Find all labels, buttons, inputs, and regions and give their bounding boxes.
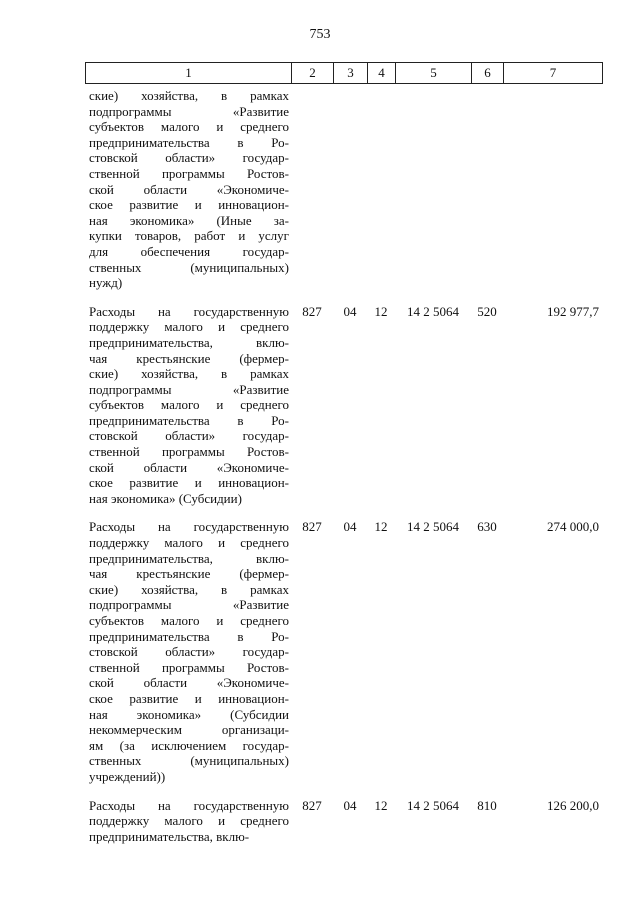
section-code — [333, 88, 367, 291]
header-col-5: 5 — [396, 63, 472, 83]
header-col-6: 6 — [472, 63, 504, 83]
description-line: ям (за исключением государ- — [89, 737, 289, 753]
description-line: предпринимательства в Ро- — [89, 628, 289, 644]
description-line: ственной программы Ростов- — [89, 659, 289, 675]
expense-type-code: 520 — [477, 303, 497, 319]
target-article-code: 14 2 5064 — [407, 303, 459, 319]
header-col-2: 2 — [292, 63, 334, 83]
expense-type-code: 810 — [477, 797, 497, 813]
description-line: предпринимательства, вклю- — [89, 828, 250, 844]
row-description — [89, 304, 289, 507]
description-line: нужд) — [89, 275, 123, 291]
table-row — [85, 88, 601, 291]
description-line: для обеспечения государ- — [89, 243, 289, 259]
expense-type-code: 630 — [477, 519, 497, 535]
description-line: ственной программы Ростов- — [89, 165, 289, 181]
subsection-code: 12 — [374, 519, 388, 535]
description-line: субъектов малого и среднего — [89, 119, 289, 135]
target-article-code: 14 2 5064 — [407, 797, 459, 813]
description-line: ское развитие и инновацион- — [89, 475, 289, 491]
row-description — [89, 88, 289, 291]
description-line: ная экономика» (Иные за- — [89, 212, 289, 228]
description-line: ской области «Экономиче- — [89, 181, 289, 197]
description-line: чая крестьянские (фермер- — [89, 566, 289, 582]
table-row — [85, 798, 601, 845]
description-line: ная экономика» (Субсидии — [89, 706, 289, 722]
description-line: ские) хозяйства, в рамках — [89, 581, 289, 597]
subsection-code — [367, 88, 395, 291]
page-number: 753 — [309, 27, 331, 42]
expense-type-code — [471, 88, 503, 291]
description-line: подпрограммы «Развитие — [89, 381, 289, 397]
description-line: ской области «Экономиче- — [89, 459, 289, 475]
description-line: поддержку малого и среднего — [89, 813, 289, 829]
description-line: купки товаров, работ и услуг — [89, 228, 289, 244]
description-line: ские) хозяйства, в рамках — [89, 366, 289, 382]
description-line: стовской области» государ- — [89, 428, 289, 444]
description-line: ское развитие и инновацион- — [89, 690, 289, 706]
subsection-code: 12 — [374, 797, 388, 813]
table-header — [85, 62, 603, 84]
section-code: 04 — [343, 519, 357, 535]
target-article-code — [395, 88, 471, 291]
description-line: ские) хозяйства, в рамках — [89, 88, 289, 103]
description-line: учреждений)) — [89, 768, 166, 784]
description-line: стовской области» государ- — [89, 150, 289, 166]
description-line: стовской области» государ- — [89, 644, 289, 660]
amount-value — [503, 88, 599, 291]
description-line: ственной программы Ростов- — [89, 444, 289, 460]
ministry-code: 827 — [302, 797, 322, 813]
row-description — [89, 798, 289, 845]
description-line: предпринимательства, вклю- — [89, 334, 289, 350]
description-line: предпринимательства в Ро- — [89, 412, 289, 428]
description-line: Расходы на государственную — [89, 519, 289, 535]
header-col-1: 1 — [86, 63, 292, 83]
description-line: предпринимательства, вклю- — [89, 550, 289, 566]
description-line: ная экономика» (Субсидии) — [89, 490, 242, 506]
description-line: поддержку малого и среднего — [89, 319, 289, 335]
ministry-code: 827 — [302, 519, 322, 535]
subsection-code: 12 — [374, 303, 388, 319]
description-line: Расходы на государственную — [89, 303, 289, 319]
description-line: поддержку малого и среднего — [89, 535, 289, 551]
row-description — [89, 519, 289, 784]
description-line: ское развитие и инновацион- — [89, 197, 289, 213]
description-line: предпринимательства в Ро- — [89, 134, 289, 150]
description-line: ственных (муниципальных) — [89, 259, 289, 275]
description-line: субъектов малого и среднего — [89, 397, 289, 413]
description-line: субъектов малого и среднего — [89, 613, 289, 628]
description-line: подпрограммы «Развитие — [89, 597, 289, 613]
section-code: 04 — [343, 303, 357, 319]
amount-value: 274 000,0 — [547, 519, 599, 535]
description-line: чая крестьянские (фермер- — [89, 350, 289, 366]
ministry-code — [291, 88, 333, 291]
header-col-4: 4 — [368, 63, 396, 83]
amount-value: 126 200,0 — [547, 797, 599, 813]
description-line: ской области «Экономиче- — [89, 675, 289, 691]
table-row — [85, 519, 601, 784]
table-body — [85, 88, 601, 857]
section-code: 04 — [343, 797, 357, 813]
description-line: ственных (муниципальных) — [89, 753, 289, 769]
description-line: Расходы на государственную — [89, 797, 289, 813]
target-article-code: 14 2 5064 — [407, 519, 459, 535]
amount-value: 192 977,7 — [547, 303, 599, 319]
description-line: подпрограммы «Развитие — [89, 103, 289, 119]
header-col-7: 7 — [549, 65, 557, 80]
header-col-3: 3 — [334, 63, 368, 83]
table-row — [85, 304, 601, 507]
description-line: некоммерческим организаци- — [89, 722, 289, 738]
ministry-code: 827 — [302, 303, 322, 319]
